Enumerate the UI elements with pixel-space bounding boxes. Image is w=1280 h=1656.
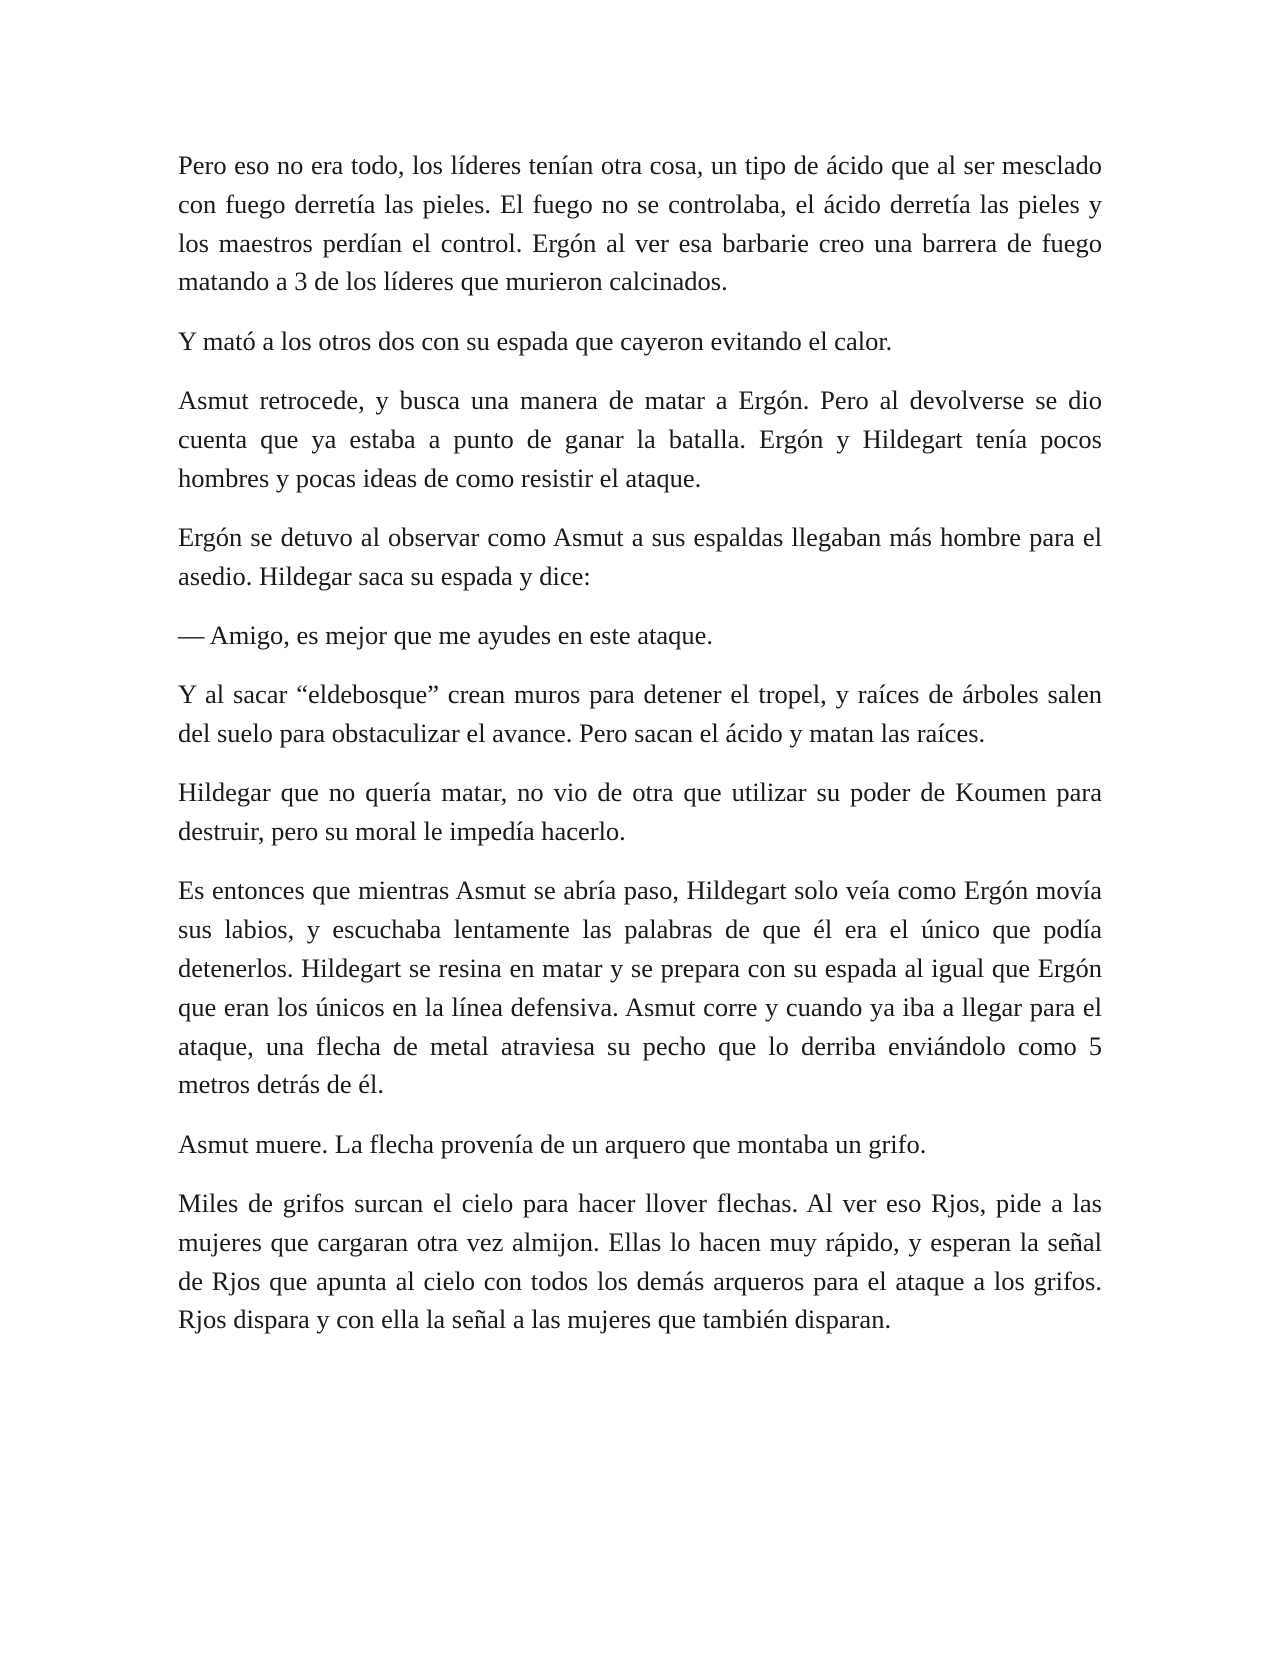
paragraph: Hildegar que no quería matar, no vio de otra que utilizar su poder de Koumen para destruir, pero su moral le impedía hacerlo. xyxy=(178,777,1102,847)
paragraph: Ergón se detuvo al observar como Asmut a sus espaldas llegaban más hombre para el asedio. Hildegar saca su espada y dice: xyxy=(178,521,1102,591)
paragraph: Y al sacar “eldebosque” crean muros para detener el tropel, y raíces de árboles salen del suelo para obstaculizar el avance. Pero sacan el ácido y matan las raíces. xyxy=(178,679,1102,749)
paragraph: Asmut retrocede, y busca una manera de matar a Ergón. Pero al devolverse se dio cuenta que ya estaba a punto de ganar la batalla. Ergón y Hildegart tenía pocos hombres y pocas ideas de como resistir el ataque. xyxy=(178,384,1102,493)
paragraph: Pero eso no era todo, los líderes tenían otra cosa, un tipo de ácido que al ser mesclado con fuego derretía las pieles. El fuego no se controlaba, el ácido derretía las pieles y los maestros perdían el control. Ergón al ver esa barbarie creo una barrera de fuego matando a 3 de los líderes que murieron calcinados. xyxy=(178,150,1102,297)
paragraph: Y mató a los otros dos con su espada que cayeron evitando el calor. xyxy=(178,325,893,356)
paragraph: Miles de grifos surcan el cielo para hacer llover flechas. Al ver eso Rjos, pide a las mujeres que cargaran otra vez almijon. Ellas lo hacen muy rápido, y esperan la señal de Rjos que apunta al cielo con todos los demás arqueros para el ataque a los grifos. Rjos dispara y con ella la señal a las mujeres que también disparan. xyxy=(178,1188,1102,1335)
paragraph: Es entonces que mientras Asmut se abría paso, Hildegart solo veía como Ergón movía sus labios, y escuchaba lentamente las palabras de que él era el único que podía detenerlos. Hildegart se resina en matar y se prepara con su espada al igual que Ergón que eran los únicos en la línea defensiva. Asmut corre y cuando ya iba a llegar para el ataque, una flecha de metal atraviesa su pecho que lo derriba enviándolo como 5 metros detrás de él. xyxy=(178,875,1102,1100)
paragraph: Asmut muere. La flecha provenía de un arquero que montaba un grifo. xyxy=(178,1128,927,1159)
body-text xyxy=(178,146,1102,1360)
dialogue-line: — Amigo, es mejor que me ayudes en este ataque. xyxy=(178,619,713,650)
